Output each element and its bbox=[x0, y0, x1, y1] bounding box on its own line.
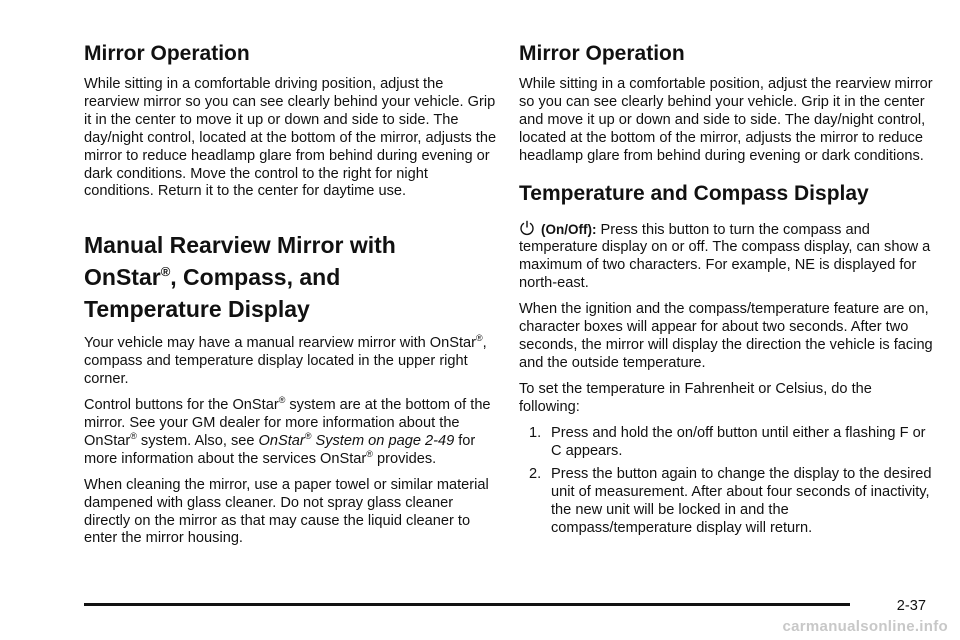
control-buttons-paragraph: Control buttons for the OnStar® system are at the bottom of the mirror. See your GM dealer for more information about the OnStar® system. Also, see OnStar® System on page 2-49 for more information about the services OnStar® provides. bbox=[84, 395, 491, 467]
section-heading-mirror-operation-2: Mirror Operation bbox=[519, 42, 685, 65]
registered-mark: ® bbox=[366, 448, 373, 459]
heading-line-3: Temperature Display bbox=[84, 296, 310, 323]
section-heading-temperature-compass: Temperature and Compass Display bbox=[519, 181, 869, 205]
heading-onstar: OnStar bbox=[84, 264, 161, 291]
heading-line-1: Manual Rearview Mirror with bbox=[84, 232, 396, 259]
right-column bbox=[519, 40, 933, 538]
onstar-intro-paragraph: Your vehicle may have a manual rearview mirror with OnStar®, compass and temperature display located in the upper right corner. bbox=[84, 333, 487, 388]
list-item: 1. Press and hold the on/off button until either a flashing F or C appears. bbox=[529, 424, 926, 459]
section-heading-mirror-operation: Mirror Operation bbox=[84, 42, 250, 65]
power-icon bbox=[519, 220, 535, 236]
heading-line-2-rest: , Compass, and bbox=[170, 264, 341, 291]
registered-mark: ® bbox=[160, 264, 171, 280]
mirror-operation-paragraph: While sitting in a comfortable driving position, adjust the rearview mirror so you can see clearly behind your vehicle. Grip it in the center to move it up or down and side to side. The day/night control, located at the bottom of the mirror, adjusts the mirror to reduce headlamp glare from behind during evening or dark conditions. Move the control to the right for night conditions. Return it to the center for daytime use. bbox=[84, 76, 497, 200]
section-heading-manual-rearview-mirror bbox=[84, 229, 498, 325]
on-off-label: (On/Off): bbox=[541, 221, 597, 237]
on-off-paragraph: (On/Off): Press this button to turn the compass and temperature display on or off. The compass display, can show a maximum of two characters. For example, NE is displayed for north-east. bbox=[519, 221, 931, 292]
watermark: carmanualsonline.info bbox=[782, 618, 948, 635]
steps-list bbox=[519, 425, 933, 538]
cleaning-paragraph: When cleaning the mirror, use a paper towel or similar material dampened with glass cleaner. Do not spray glass cleaner directly on the mirror as that may cause the liquid cleaner to enter the mirror housing. bbox=[84, 476, 489, 547]
registered-mark: ® bbox=[130, 430, 137, 441]
registered-mark: ® bbox=[304, 430, 312, 441]
left-column bbox=[84, 40, 498, 548]
onstar-system-reference-link[interactable]: OnStar® System on page 2-49 bbox=[258, 430, 455, 449]
registered-mark: ® bbox=[476, 333, 483, 344]
ignition-paragraph: When the ignition and the compass/temperature feature are on, character boxes will appear for about two seconds. After two seconds, the mirror will display the direction the vehicle is facing and the outside temperature. bbox=[519, 301, 933, 371]
mirror-operation-paragraph-2: While sitting in a comfortable position, adjust the rearview mirror so you can see clearly behind your vehicle. Grip it in the center and move it up or down and side to side. The day/night control, located at the bottom of the mirror, adjusts the mirror to reduce headlamp glare from behind during evening or dark conditions. bbox=[519, 76, 933, 164]
page-number: 2-37 bbox=[896, 598, 926, 614]
footer-rule bbox=[84, 603, 850, 606]
registered-mark: ® bbox=[278, 395, 286, 406]
list-item: 2. Press the button again to change the display to the desired unit of measurement. After about four seconds of inactivity, the new unit will be locked in and the compass/temperature display will return. bbox=[529, 466, 932, 537]
set-temperature-paragraph: To set the temperature in Fahrenheit or Celsius, do the following: bbox=[519, 380, 872, 415]
